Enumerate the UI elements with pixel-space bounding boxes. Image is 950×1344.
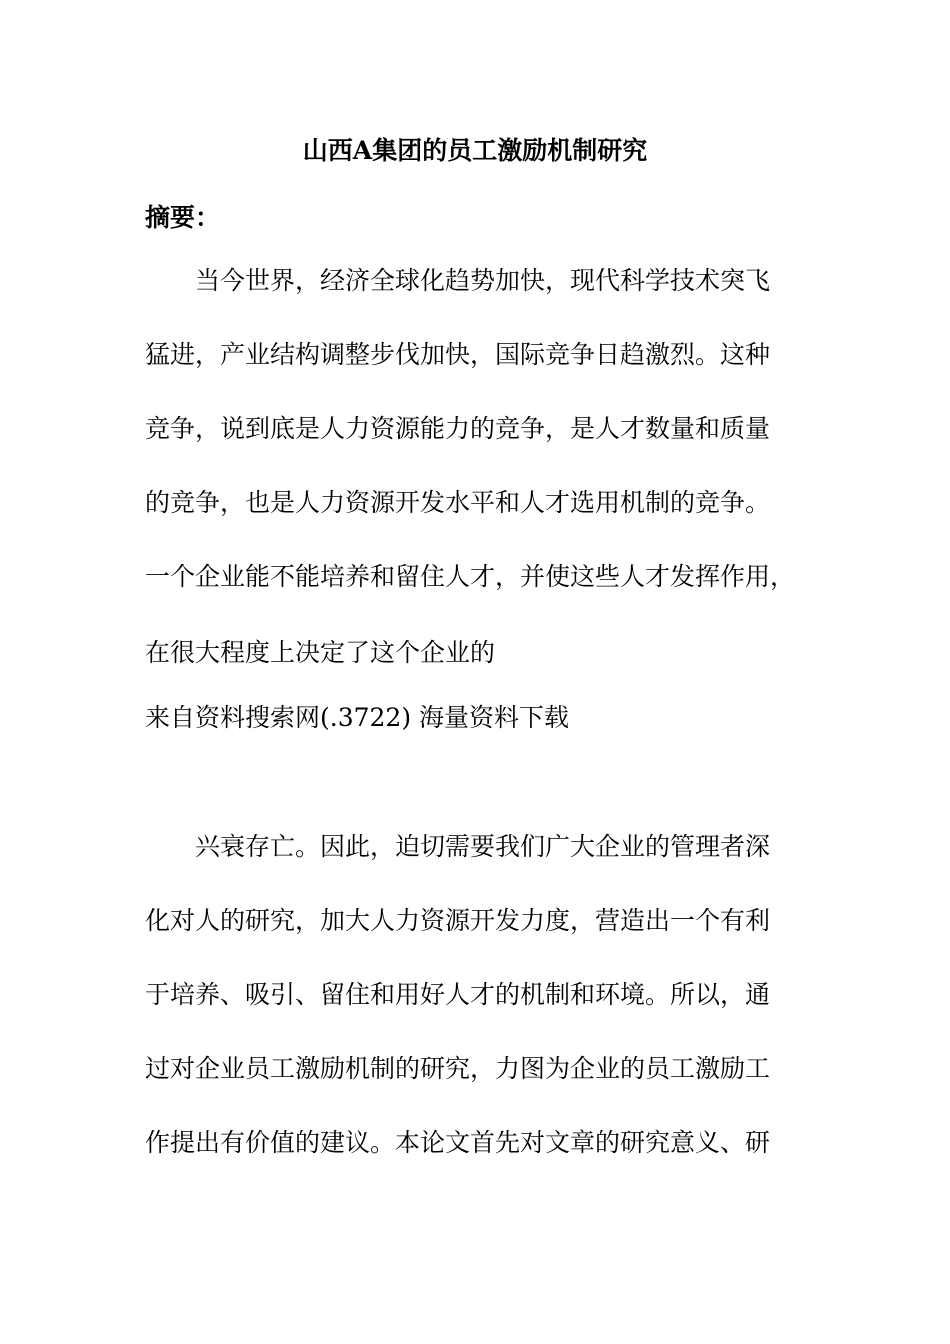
paragraph-line: 化对人的研究，加大人力资源开发力度，营造出一个有利 (145, 906, 771, 935)
source-note: 来自资料搜索网(.3722) 海量资料下载 (145, 703, 570, 732)
paragraph-line: 兴衰存亡。因此，迫切需要我们广大企业的管理者深 (195, 832, 771, 861)
paragraph-line: 的竞争，也是人力资源开发水平和人才选用机制的竞争。 (145, 488, 771, 517)
paragraph-line: 过对企业员工激励机制的研究，力图为企业的员工激励工 (145, 1054, 771, 1083)
document-title: 山西A集团的员工激励机制研究 (302, 136, 648, 165)
abstract-label: 摘要： (145, 203, 221, 232)
paragraph-line: 于培养、吸引、留住和用好人才的机制和环境。所以，通 (145, 980, 771, 1009)
paragraph-line: 一个企业能不能培养和留住人才，并使这些人才发挥作用， (145, 562, 796, 591)
paragraph-line: 作提出有价值的建议。本论文首先对文章的研究意义、研 (145, 1128, 771, 1157)
paragraph-line: 竞争，说到底是人力资源能力的竞争，是人才数量和质量 (145, 414, 771, 443)
paragraph-line: 在很大程度上决定了这个企业的 (145, 638, 496, 667)
paragraph-line: 猛进，产业结构调整步伐加快，国际竞争日趋激烈。这种 (145, 340, 771, 369)
paragraph-line: 当今世界，经济全球化趋势加快，现代科学技术突飞 (195, 266, 771, 295)
